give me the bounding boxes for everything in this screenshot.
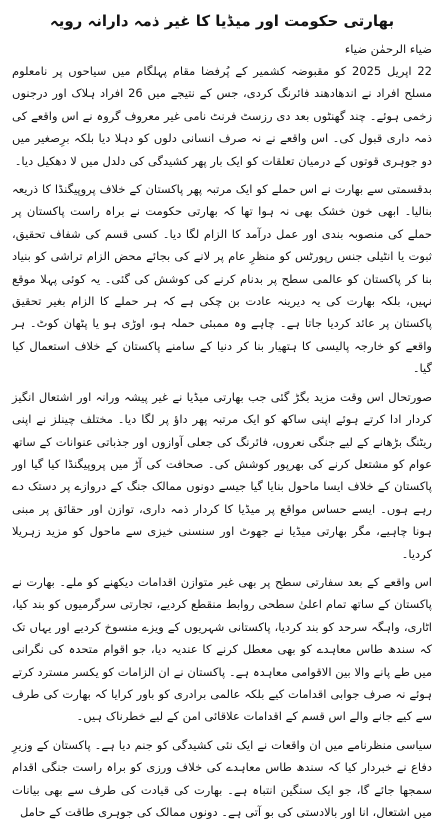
article-paragraph: بدقسمتی سے بھارت نے اس حملے کو ایک مرتبہ پھر پاکستان کے خلاف پروپیگنڈا کا ذریعہ بنالیا۔ ابھی خون خشک بھی نہ ہوا تھا کہ بھارتی حکومت نے براہ راست پاکستان پر حملے کی منصوبہ بندی اور عمل درآمد کا الزام لگا دیا۔ کسی قسم کی شفاف تحقیق، ثبوت یا انٹیلی جنس رپورٹس کو منظرِ عام پر لانے کی بجائے محض الزام تراشی کو بنیاد بنا کر پاکستان کو عالمی سطح پر بدنام کرنے کی کوشش کی گئی۔ یہ کوئی پہلا موقع نہیں، بلکہ بھارت کی یہ دیرینہ عادت بن چکی ہے کہ ہر حملے کا الزام بغیر تحقیق پاکستان پر عائد کردیا جاتا ہے۔ چاہے وہ ممبئی حملہ ہو، اوڑی ہو یا پٹھان کوٹ۔ ہر واقعے کو خارجہ پالیسی کا ہتھیار بنا کر دنیا کے سامنے پاکستان کے خلاف استعمال کیا گیا۔ <box>12 182 432 376</box>
article-title: بھارتی حکومت اور میڈیا کا غیر ذمہ دارانہ رویہ <box>49 12 395 30</box>
article-paragraph: سیاسی منظرنامے میں ان واقعات نے ایک نئی کشیدگی کو جنم دیا ہے۔ پاکستان کے وزیرِ دفاع نے خبردار کیا کہ سندھ طاس معاہدے کی خلاف ورزی کو براہ راست جنگی اقدام سمجھا جائے گا، جو ایک سنگین انتباہ ہے۔ بھارت کی قیادت کی طرف سے بھی بیانات میں اشتعال، انا اور بالادستی کی بو آتی ہے۔ دونوں ممالک کی جوہری طاقت کے حامل <box>12 737 432 819</box>
article-paragraph: 22 اپریل 2025 کو مقبوضہ کشمیر کے پُرفضا مقام پہلگام میں سیاحوں پر نامعلوم مسلح افراد نے اندھادھند فائرنگ کردی، جس کے نتیجے میں 26 افراد ہلاک اور درجنوں زخمی ہوئے۔ چند گھنٹوں بعد دی رزسٹ فرنٹ نامی غیر معروف گروہ نے اس واقعے کی ذمہ داری قبول کی۔ اس واقعے نے نہ صرف انسانی دلوں کو دہلا دیا بلکہ برِصغیر میں دو جوہری قوتوں کے درمیان تعلقات کو ایک بار پھر کشیدگی کی دلدل میں لا دھکیل دیا۔ <box>12 64 432 168</box>
author-name: ضیاء الرحمٰن ضیاء <box>344 42 432 56</box>
article-paragraph: صورتحال اس وقت مزید بگڑ گئی جب بھارتی میڈیا نے غیر پیشہ ورانہ اور اشتعال انگیز کردار ادا کرتے ہوئے اپنی ساکھ کو ایک مرتبہ پھر داؤ پر لگا دیا۔ مختلف چینلز نے اپنی ریٹنگ بڑھانے کے لیے جنگی نعروں، فائرنگ کی جعلی آوازوں اور جذباتی عنوانات کے ساتھ عوام کو مشتعل کرنے کی بھرپور کوشش کی۔ صحافت کی آڑ میں پروپیگنڈا کیا گیا اور پاکستان کے خلاف ایسا ماحول بنایا گیا جیسے دونوں ممالک جنگ کے دروازے پر دستک دے رہے ہوں۔ ایسے حساس مواقع پر میڈیا کا کردار ذمہ داری، توازن اور حقائق پر مبنی ہونا چاہیے، مگر بھارتی میڈیا نے جھوٹ اور سنسنی خیزی سے ماحول کو مزید زہریلا کردیا۔ <box>12 389 432 561</box>
article-paragraph: اس واقعے کے بعد سفارتی سطح پر بھی غیر متوازن اقدامات دیکھنے کو ملے۔ بھارت نے پاکستان کے ساتھ تمام اعلیٰ سطحی روابط منقطع کردیے، تجارتی سرگرمیوں کو بند کیا، اٹاری، واہگہ سرحد کو بند کردیا، پاکستانی شہریوں کے ویزے منسوخ کردیے اور یہاں تک کہ سندھ طاس معاہدے کو بھی معطل کرنے کا عندیہ دیا، جو اقوام متحدہ کی نگرانی میں طے پانے والا بین الاقوامی معاہدہ ہے۔ پاکستان نے ان الزامات کو یکسر مسترد کرتے ہوئے نہ صرف جوابی اقدامات کیے بلکہ عالمی برادری کو باور کرایا کہ بھارت کی طرف سے کیے جانے والے اس قسم کے اقدامات علاقائی امن کے لیے خطرناک ہیں۔ <box>12 574 432 724</box>
